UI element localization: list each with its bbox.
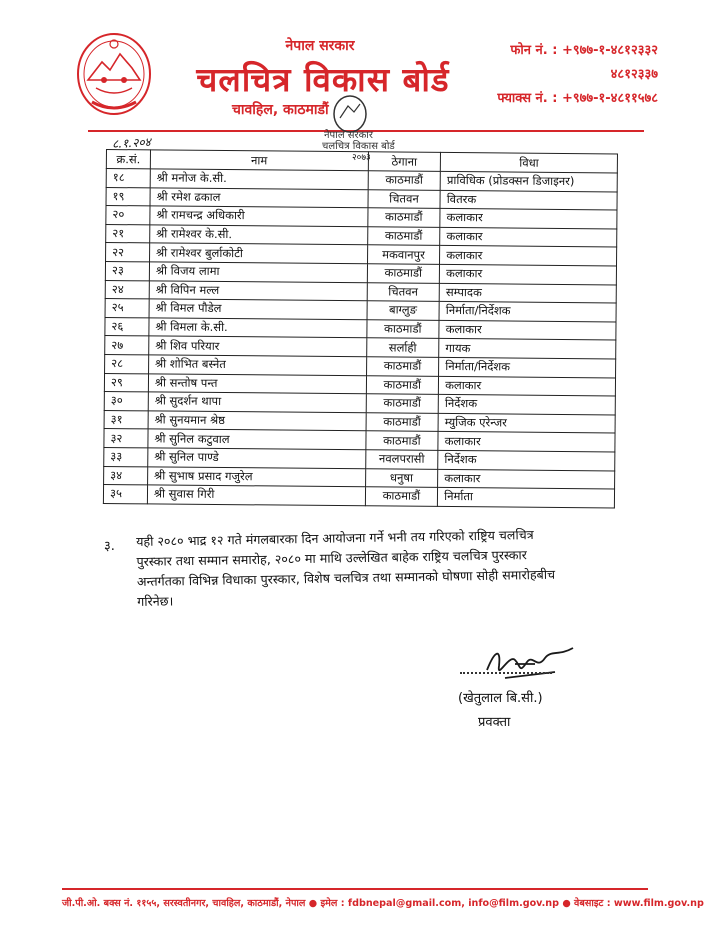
cell-address: काठमाडौं	[365, 431, 438, 450]
cell-serial: ३२	[104, 429, 148, 448]
signatory-title: प्रवक्ता	[478, 715, 511, 730]
cell-address: काठमाडौं	[366, 320, 439, 339]
cell-serial: २९	[104, 373, 148, 392]
cell-skill: कलाकार	[439, 320, 616, 340]
organization-address: चावहिल, काठमाडौं	[232, 102, 329, 118]
cell-serial: २२	[106, 243, 150, 262]
stamp-line-2: चलचित्र विकास बोर्ड	[322, 141, 395, 150]
notice-line: पुरस्कार तथा सम्मान समारोह, २०८० मा माथि उल्लेखित बाहेक राष्ट्रिय चलचित्र पुरस्कार	[136, 547, 528, 569]
footer-divider	[62, 888, 648, 890]
cell-serial: २४	[105, 280, 149, 299]
cell-name: श्री रमेश ढकाल	[150, 187, 368, 207]
header-skill: विधा	[440, 152, 617, 173]
cell-skill: कलाकार	[439, 376, 616, 396]
cell-address: चितवन	[367, 282, 440, 301]
cell-serial: १८	[106, 169, 150, 188]
cell-skill: कलाकार	[438, 432, 615, 452]
cell-address: काठमाडौं	[366, 375, 439, 394]
fax-number: फ्याक्स नं. : +९७७-१-४८११५७८	[497, 91, 658, 106]
signature-image	[475, 640, 585, 688]
cell-name: श्री सुदर्शन थापा	[148, 392, 366, 412]
cell-serial: ३४	[104, 466, 148, 485]
cell-serial: ३१	[104, 410, 148, 429]
header-address: ठेगाना	[368, 152, 441, 172]
table-row	[103, 485, 614, 508]
cell-skill: कलाकार	[440, 227, 617, 247]
cell-address: काठमाडौं	[366, 412, 439, 431]
phone-number: फोन नं. : +९७७-१-४८१२३३२	[510, 43, 658, 58]
cell-name: श्री शोभित बस्नेत	[148, 355, 366, 375]
cell-name: श्री सुवास गिरी	[147, 485, 365, 505]
cell-name: श्री विमला के.सी.	[149, 318, 367, 338]
cell-address: धनुषा	[365, 468, 438, 487]
header-serial: क्र.सं.	[106, 150, 150, 169]
signatory-name: (खेतुलाल बि.सी.)	[458, 691, 543, 706]
cell-name: श्री रामेश्वर के.सी.	[150, 225, 368, 245]
cell-address: काठमाडौं	[367, 208, 440, 227]
stamp-line-1: नेपाल सरकार	[324, 130, 373, 141]
notice-line: अन्तर्गतका विभिन्न विधाका पुरस्कार, विशेष चलचित्र तथा सम्मानको घोषणा सोही समारोहबीच	[136, 566, 556, 589]
footer-contact: जी.पी.ओ. बक्स नं. ११५५, सरस्वतीनगर, चावहिल, काठमाडौं, नेपाल ● इमेल : fdbnepal@gmail.com, info@film.gov.np ● वेबसाइट : www.film.gov.np	[62, 898, 704, 909]
cell-name: श्री रामेश्वर बुर्लाकोटी	[149, 243, 367, 263]
awardee-table	[103, 149, 618, 508]
cell-serial: ३०	[104, 392, 148, 411]
cell-skill: सम्पादक	[439, 283, 616, 303]
cell-name: श्री रामचन्द्र अधिकारी	[150, 206, 368, 226]
cell-name: श्री विमल पौडेल	[149, 299, 367, 319]
cell-address: सर्लाही	[366, 338, 439, 357]
cell-serial: २१	[106, 224, 150, 243]
cell-name: श्री विपिन मल्ल	[149, 280, 367, 300]
cell-skill: वितरक	[440, 190, 617, 210]
cell-name: श्री सन्तोष पन्त	[148, 373, 366, 393]
cell-address: नवलपरासी	[365, 450, 438, 469]
cell-skill: कलाकार	[439, 264, 616, 284]
official-stamp	[320, 92, 410, 150]
cell-serial: २५	[105, 299, 149, 318]
nepal-emblem-icon	[74, 28, 154, 120]
cell-name: श्री विजय लामा	[149, 262, 367, 282]
cell-skill: निर्माता/निर्देशक	[439, 302, 616, 322]
cell-serial: ३३	[104, 447, 148, 466]
cell-address: चितवन	[368, 189, 441, 208]
cell-skill: निर्माता	[438, 488, 615, 508]
cell-skill: निर्देशक	[438, 450, 615, 470]
cell-serial: २०	[106, 206, 150, 225]
cell-skill: निर्देशक	[438, 395, 615, 415]
cell-address: काठमाडौं	[366, 357, 439, 376]
cell-address: काठमाडौं	[365, 487, 438, 506]
cell-skill: निर्माता/निर्देशक	[439, 357, 616, 377]
cell-serial: २७	[105, 336, 149, 355]
cell-serial: ३५	[103, 485, 147, 504]
cell-serial: १९	[106, 187, 150, 206]
cell-name: श्री सुनिल पाण्डे	[148, 448, 366, 468]
cell-address: काठमाडौं	[366, 394, 439, 413]
cell-name: श्री सुभाष प्रसाद गजुरेल	[148, 466, 366, 486]
signature-line	[460, 672, 552, 674]
phone-number-secondary: ४८१२३३७	[610, 67, 658, 82]
cell-name: श्री सुनिल कटुवाल	[148, 429, 366, 449]
cell-name: श्री सुनयमान श्रेष्ठ	[148, 411, 366, 431]
cell-address: काठमाडौं	[368, 171, 441, 190]
cell-address: काठमाडौं	[367, 227, 440, 246]
cell-name: श्री शिव परियार	[149, 336, 367, 356]
reference-date: ८.१.२०४	[111, 134, 152, 152]
stamp-year: २०७३	[352, 153, 371, 163]
paragraph-number: ३.	[104, 539, 115, 554]
cell-address: काठमाडौं	[367, 264, 440, 283]
cell-skill: प्राविधिक (प्रोडक्सन डिजाइनर)	[440, 171, 617, 191]
cell-serial: २६	[105, 317, 149, 336]
cell-skill: कलाकार	[440, 246, 617, 266]
table-body	[103, 169, 617, 508]
notice-line: गरिनेछ।	[137, 593, 174, 609]
cell-serial: २८	[105, 354, 149, 373]
notice-paragraph	[136, 524, 617, 612]
cell-address: बाग्लुङ	[367, 301, 440, 320]
cell-skill: म्युजिक एरेन्जर	[438, 413, 615, 433]
cell-skill: कलाकार	[438, 469, 615, 489]
organization-name: चलचित्र विकास बोर्ड	[196, 60, 450, 99]
notice-line: यही २०८० भाद्र १२ गते मंगलबारका दिन आयोजना गर्ने भनी तय गरिएको राष्ट्रिय चलचित्र	[136, 527, 534, 549]
cell-serial: २३	[105, 261, 149, 280]
header-name: नाम	[150, 150, 368, 171]
cell-name: श्री मनोज के.सी.	[150, 169, 368, 189]
cell-address: मकवानपुर	[367, 245, 440, 264]
cell-skill: कलाकार	[440, 209, 617, 229]
cell-skill: गायक	[439, 339, 616, 359]
government-name: नेपाल सरकार	[285, 38, 355, 54]
